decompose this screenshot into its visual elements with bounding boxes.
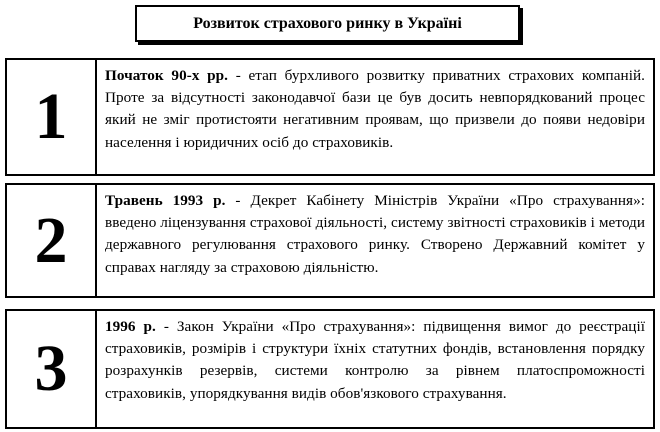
stage-text: - Закон України «Про страхування»: підвищення вимог до реєстрації страховиків, розмірів і структури їхніх статутних фондів, встановлення порядку розрахунків резервів, системи контролю за рівнем платоспроможності страховиків, упорядкування видів обов'язкового страхування. xyxy=(105,318,646,402)
stage-text: - Декрет Кабінету Міністрів України «Про страхування»: введено ліцензування страхової діяльності, систему звітності страховиків і методи державного регулювання страхового ринку. Створено Державний комітет у справах нагляду за страховою діяльністю. xyxy=(105,192,645,276)
diagram-title: Розвиток страхового ринку в Україні xyxy=(135,5,520,42)
stage-number: 1 xyxy=(5,58,97,176)
stage-number: 3 xyxy=(5,309,97,429)
stage-period: Початок 90-х рр. xyxy=(105,67,229,84)
stage-number: 2 xyxy=(5,183,97,298)
stage-row xyxy=(5,58,655,176)
stage-description xyxy=(97,58,655,176)
stage-row xyxy=(5,183,655,298)
stage-row xyxy=(5,309,655,429)
stage-period: Травень 1993 р. xyxy=(105,192,226,209)
stage-description xyxy=(97,309,655,429)
stage-period: 1996 р. xyxy=(105,318,156,335)
stage-text: - етап бурхливого розвитку приватних страхових компаній. Проте за відсутності законодавчої бази це був досить невпорядкований процес який не зміг протистояти негативним проявам, що призвели до появи недовіри населення і юридичних осіб до страховиків. xyxy=(105,67,645,151)
stage-description xyxy=(97,183,655,298)
